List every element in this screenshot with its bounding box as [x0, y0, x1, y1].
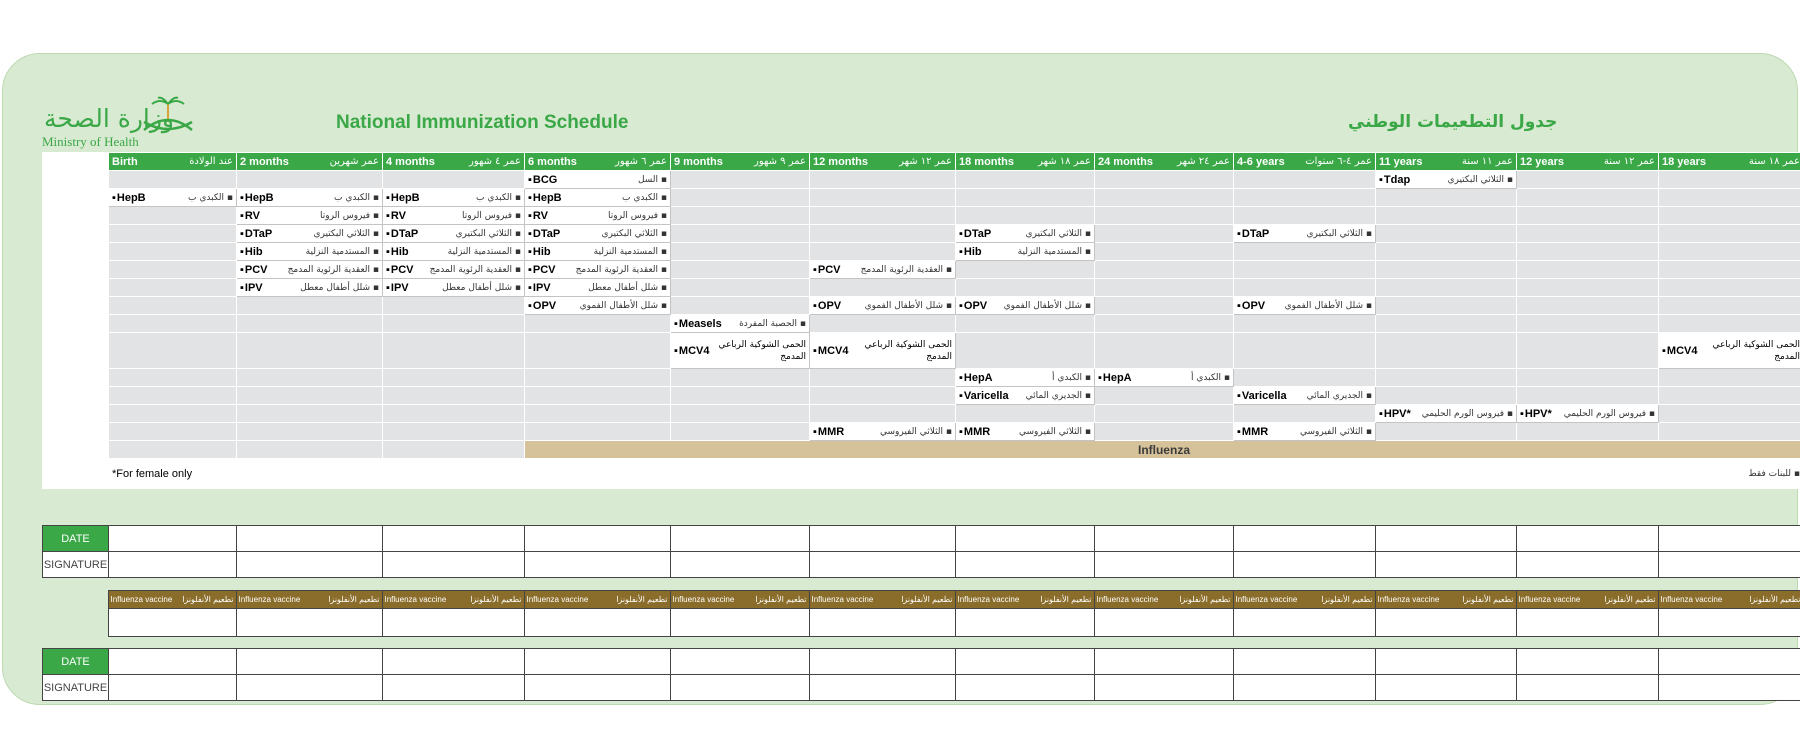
col-header: 11 years عمر ١١ سنة [1376, 153, 1517, 171]
signature-field[interactable] [671, 552, 810, 578]
col-header: 6 months عمر ٦ شهور [525, 153, 671, 171]
col-header: 9 months عمر ٩ شهور [671, 153, 810, 171]
date-field[interactable] [810, 526, 956, 552]
date-field[interactable] [671, 649, 810, 675]
flu-entry-field[interactable] [108, 609, 236, 637]
vaccine-cell: ▪ DTaP الثلاثي البكتيري ▪ [1234, 225, 1376, 243]
date-label: DATE [43, 526, 109, 552]
flu-entry-field[interactable] [236, 609, 382, 637]
vaccine-cell: ▪ HPV* فيروس الورم الحليمي ▪ [1376, 405, 1517, 423]
vaccine-row-hib [43, 243, 1800, 261]
vaccine-cell: ▪ IPV شلل أطفال معطل ▪ [237, 279, 383, 297]
signature-row [43, 675, 1800, 701]
vaccine-row-mmr [43, 423, 1800, 441]
date-field[interactable] [1659, 526, 1800, 552]
signature-field[interactable] [1234, 675, 1376, 701]
vaccine-row-influenza [43, 441, 1800, 459]
signature-row [43, 552, 1800, 578]
date-field[interactable] [1234, 649, 1376, 675]
vaccine-cell: ▪ HepB الكبدي ب ▪ [109, 189, 237, 207]
flu-header-cell: Influenza vaccine تطعيم الأنفلونزا [108, 591, 236, 609]
flu-header-row [42, 591, 1800, 609]
signature-field[interactable] [109, 675, 237, 701]
col-header: 4 months عمر ٤ شهور [383, 153, 525, 171]
influenza-vaccine-table [42, 590, 1800, 637]
vaccine-cell: ▪ Hib المستدمية النزلية ▪ [383, 243, 525, 261]
col-header: Birth عند الولادة [109, 153, 237, 171]
col-header: 4-6 years عمر ٤-٦ سنوات [1234, 153, 1376, 171]
flu-header-cell: Influenza vaccine تطعيم الأنفلونزا [1375, 591, 1516, 609]
signature-field[interactable] [1234, 552, 1376, 578]
vaccine-cell: ▪ PCV العقدية الرئوية المدمج ▪ [810, 261, 956, 279]
signature-field[interactable] [237, 675, 383, 701]
signature-field[interactable] [1376, 675, 1517, 701]
date-field[interactable] [109, 526, 237, 552]
date-field[interactable] [109, 649, 237, 675]
female-only-note-ar: للبنات فقط ▪ [1748, 469, 1800, 479]
signature-field[interactable] [237, 552, 383, 578]
flu-entry-field[interactable] [809, 609, 955, 637]
vaccine-cell: ▪ HepB الكبدي ب ▪ [383, 189, 525, 207]
vaccine-cell: ▪ MCV4 الحمى الشوكية الرباعي المدمج [810, 333, 956, 369]
vaccine-cell: ▪ Varicella الجديري المائي ▪ [1234, 387, 1376, 405]
date-field[interactable] [1376, 649, 1517, 675]
page-title-ar: جدول التطعيمات الوطني [1348, 112, 1558, 132]
date-row [43, 526, 1800, 552]
date-field[interactable] [1095, 526, 1234, 552]
date-field[interactable] [956, 526, 1095, 552]
vaccine-cell: ▪ HepA الكبدي أ ▪ [956, 369, 1095, 387]
vaccine-cell: ▪ Tdap الثلاثي البكتيري ▪ [1376, 171, 1517, 189]
flu-entry-field[interactable] [1658, 609, 1800, 637]
col-header: 24 months عمر ٢٤ شهر [1095, 153, 1234, 171]
flu-header-cell: Influenza vaccine تطعيم الأنفلونزا [955, 591, 1094, 609]
flu-entry-field[interactable] [382, 609, 524, 637]
flu-header-cell: Influenza vaccine تطعيم الأنفلونزا [670, 591, 809, 609]
date-field[interactable] [1659, 649, 1800, 675]
flu-entry-row [42, 609, 1800, 637]
flu-entry-field[interactable] [524, 609, 670, 637]
flu-entry-field[interactable] [1375, 609, 1516, 637]
vaccine-cell: ▪ HepB الكبدي ب ▪ [525, 189, 671, 207]
signature-field[interactable] [956, 552, 1095, 578]
ministry-name-ar: وزارة الصحة [44, 104, 174, 133]
signature-label: SIGNATURE [43, 675, 109, 701]
flu-header-cell: Influenza vaccine تطعيم الأنفلونزا [1233, 591, 1375, 609]
date-field[interactable] [1517, 649, 1659, 675]
date-field[interactable] [525, 526, 671, 552]
vaccine-cell: ▪ HPV* فيروس الورم الحليمي ▪ [1517, 405, 1659, 423]
flu-entry-field[interactable] [670, 609, 809, 637]
vaccine-cell: ▪ PCV العقدية الرئوية المدمج ▪ [383, 261, 525, 279]
flu-entry-field[interactable] [1233, 609, 1375, 637]
vaccine-cell: ▪ MCV4 الحمى الشوكية الرباعي المدمج [1659, 333, 1800, 369]
vaccine-cell: ▪ OPV شلل الأطفال الفموي ▪ [1234, 297, 1376, 315]
date-label: DATE [43, 649, 109, 675]
vaccine-row-hpv [43, 405, 1800, 423]
signature-field[interactable] [1659, 675, 1800, 701]
vaccine-cell: ▪ Measels الحصبة المفردة ▪ [671, 315, 810, 333]
vaccine-cell: ▪ OPV شلل الأطفال الفموي ▪ [525, 297, 671, 315]
col-header: 12 months عمر ١٢ شهر [810, 153, 956, 171]
vaccine-cell: ▪ MMR الثلاثي الفيروسي ▪ [1234, 423, 1376, 441]
date-field[interactable] [810, 649, 956, 675]
vaccine-row-measles [43, 315, 1800, 333]
vaccine-cell: ▪ Hib المستدمية النزلية ▪ [237, 243, 383, 261]
vaccine-row-bcg [43, 171, 1800, 189]
age-header-row [43, 153, 1800, 171]
signature-field[interactable] [956, 675, 1095, 701]
signature-field[interactable] [810, 552, 956, 578]
signature-field[interactable] [525, 552, 671, 578]
flu-header-cell: Influenza vaccine تطعيم الأنفلونزا [1516, 591, 1658, 609]
vaccine-cell: ▪ Hib المستدمية النزلية ▪ [956, 243, 1095, 261]
flu-entry-field[interactable] [955, 609, 1094, 637]
signature-field[interactable] [1517, 552, 1659, 578]
signature-field[interactable] [1095, 675, 1234, 701]
vaccine-row-hepb [43, 189, 1800, 207]
signature-field[interactable] [109, 552, 237, 578]
note-row [43, 459, 1800, 489]
vaccine-cell: ▪ MMR الثلاثي الفيروسي ▪ [956, 423, 1095, 441]
vaccine-row-hepa [43, 369, 1800, 387]
signature-field[interactable] [671, 675, 810, 701]
flu-header-cell: Influenza vaccine تطعيم الأنفلونزا [524, 591, 670, 609]
date-field[interactable] [956, 649, 1095, 675]
vaccine-cell: ▪ DTaP الثلاثي البكتيري ▪ [956, 225, 1095, 243]
vaccine-row-dtap [43, 225, 1800, 243]
flu-entry-field[interactable] [1516, 609, 1658, 637]
vaccine-cell: ▪ BCG السل ▪ [525, 171, 671, 189]
vaccine-row-opv [43, 297, 1800, 315]
col-header: 2 months عمر شهرين [237, 153, 383, 171]
date-field[interactable] [1234, 526, 1376, 552]
vaccine-row-rv [43, 207, 1800, 225]
vaccine-cell: ▪ PCV العقدية الرئوية المدمج ▪ [525, 261, 671, 279]
flu-entry-field[interactable] [1094, 609, 1233, 637]
signature-field[interactable] [383, 675, 525, 701]
influenza-band: Influenza [525, 441, 1800, 459]
vaccine-cell: ▪ RV فيروس الروتا ▪ [383, 207, 525, 225]
date-field[interactable] [383, 526, 525, 552]
flu-header-cell: Influenza vaccine تطعيم الأنفلونزا [1658, 591, 1800, 609]
vaccine-cell: ▪ Varicella الجديري المائي ▪ [956, 387, 1095, 405]
signature-field[interactable] [810, 675, 956, 701]
flu-header-cell: Influenza vaccine تطعيم الأنفلونزا [809, 591, 955, 609]
signature-field[interactable] [1095, 552, 1234, 578]
vaccine-cell: ▪ HepB الكبدي ب ▪ [237, 189, 383, 207]
vaccine-cell: ▪ OPV شلل الأطفال الفموي ▪ [956, 297, 1095, 315]
ministry-name-en: Ministry of Health [42, 134, 139, 149]
schedule-table [42, 152, 1800, 489]
date-field[interactable] [383, 649, 525, 675]
vaccine-cell: ▪ DTaP الثلاثي البكتيري ▪ [525, 225, 671, 243]
signature-table-2 [42, 648, 1800, 701]
date-field[interactable] [671, 526, 810, 552]
date-field[interactable] [1376, 526, 1517, 552]
vaccine-row-ipv [43, 279, 1800, 297]
vaccine-cell: ▪ RV فيروس الروتا ▪ [525, 207, 671, 225]
vaccine-cell: ▪ DTaP الثلاثي البكتيري ▪ [237, 225, 383, 243]
female-only-note-en: *For female only [112, 467, 193, 480]
col-header: 18 months عمر ١٨ شهر [956, 153, 1095, 171]
signature-table-1 [42, 525, 1800, 578]
page-title-en: National Immunization Schedule [336, 112, 629, 133]
vaccine-cell: ▪ MMR الثلاثي الفيروسي ▪ [810, 423, 956, 441]
col-header: 18 years عمر ١٨ سنة [1659, 153, 1800, 171]
date-field[interactable] [525, 649, 671, 675]
vaccine-cell: ▪ MCV4 الحمى الشوكية الرباعي المدمج [671, 333, 810, 369]
date-field[interactable] [1095, 649, 1234, 675]
col-header: 12 years عمر ١٢ سنة [1517, 153, 1659, 171]
date-field[interactable] [237, 526, 383, 552]
signature-field[interactable] [525, 675, 671, 701]
signature-field[interactable] [1517, 675, 1659, 701]
vaccine-cell: ▪ RV فيروس الروتا ▪ [237, 207, 383, 225]
signature-field[interactable] [1376, 552, 1517, 578]
date-row [43, 649, 1800, 675]
flu-header-cell: Influenza vaccine تطعيم الأنفلونزا [382, 591, 524, 609]
vaccine-cell: ▪ IPV شلل أطفال معطل ▪ [525, 279, 671, 297]
vaccine-row-mcv4 [43, 333, 1800, 369]
signature-label: SIGNATURE [43, 552, 109, 578]
vaccine-cell: ▪ HepA الكبدي أ ▪ [1095, 369, 1234, 387]
vaccine-cell: ▪ OPV شلل الأطفال الفموي ▪ [810, 297, 956, 315]
signature-field[interactable] [383, 552, 525, 578]
vaccine-cell: ▪ PCV العقدية الرئوية المدمج ▪ [237, 261, 383, 279]
vaccine-row-pcv [43, 261, 1800, 279]
vaccine-cell: ▪ Hib المستدمية النزلية ▪ [525, 243, 671, 261]
date-field[interactable] [1517, 526, 1659, 552]
vaccine-row-varicella [43, 387, 1800, 405]
signature-field[interactable] [1659, 552, 1800, 578]
vaccine-cell: ▪ IPV شلل أطفال معطل ▪ [383, 279, 525, 297]
date-field[interactable] [237, 649, 383, 675]
flu-header-cell: Influenza vaccine تطعيم الأنفلونزا [236, 591, 382, 609]
flu-header-cell: Influenza vaccine تطعيم الأنفلونزا [1094, 591, 1233, 609]
vaccine-cell: ▪ DTaP الثلاثي البكتيري ▪ [383, 225, 525, 243]
